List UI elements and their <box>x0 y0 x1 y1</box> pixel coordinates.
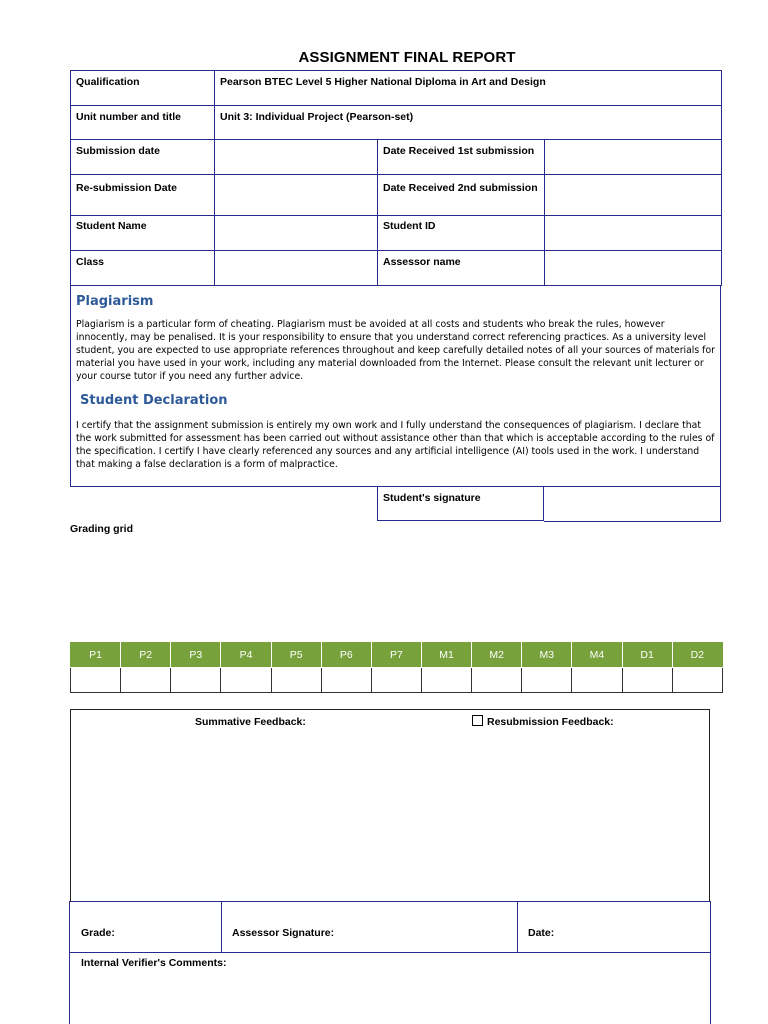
grade-criterion-header: P3 <box>171 643 221 668</box>
date-received-1-label: Date Received 1st submission <box>378 140 545 175</box>
grade-criterion-cell[interactable] <box>271 668 321 693</box>
assessor-name-label: Assessor name <box>378 251 545 286</box>
grade-criterion-cell[interactable] <box>622 668 672 693</box>
assessment-box <box>69 901 711 1024</box>
grade-criterion-cell[interactable] <box>221 668 271 693</box>
grade-criterion-cell[interactable] <box>472 668 522 693</box>
resubmission-date-field[interactable] <box>215 175 378 216</box>
plagiarism-declaration-box <box>70 285 721 486</box>
checkbox-icon[interactable] <box>472 715 483 726</box>
plagiarism-text: Plagiarism is a particular form of cheating. Plagiarism must be avoided at all costs and students who break the rules, however innocently, may be penalised. It is your responsibility to ensure that you understand correct referencing practices. As a university level student, you are expected to use appropriate references throughout and keep carefully detailed notes of all your sources of materials for material you have used in your work, including any material downloaded from the Internet. Please consult the relevant unit lecturer or your course tutor if you need any further advice. <box>76 319 715 382</box>
student-signature-field[interactable] <box>544 486 721 522</box>
grade-criterion-cell[interactable] <box>672 668 722 693</box>
declaration-text: I certify that the assignment submission is entirely my own work and I fully understand the consequences of plagiarism. I declare that the work submitted for assessment has been carried out without assistance other than that which is acceptable according to the rules of the specification. I certify I have clearly referenced any sources and any artificial intelligence (AI) tools used in the work. I understand that making a false declaration is a form of malpractice. <box>76 420 715 470</box>
grade-criterion-header: D1 <box>622 643 672 668</box>
grade-criterion-header: M4 <box>572 643 622 668</box>
grade-criterion-header: P7 <box>371 643 421 668</box>
date-received-2-label: Date Received 2nd submission <box>378 175 545 216</box>
date-label: Date: <box>528 927 555 939</box>
unit-label: Unit number and title <box>71 106 215 140</box>
declaration-heading: Student Declaration <box>80 393 228 408</box>
date-received-1-field[interactable] <box>545 140 722 175</box>
grade-criterion-cell[interactable] <box>421 668 471 693</box>
qualification-label: Qualification <box>71 71 215 106</box>
student-id-label: Student ID <box>378 216 545 251</box>
grade-criterion-header: M2 <box>472 643 522 668</box>
grade-criterion-cell[interactable] <box>71 668 121 693</box>
divider <box>70 952 710 953</box>
grade-criterion-cell[interactable] <box>171 668 221 693</box>
class-label: Class <box>71 251 215 286</box>
info-table <box>70 70 722 286</box>
submission-date-label: Submission date <box>71 140 215 175</box>
student-name-field[interactable] <box>215 216 378 251</box>
submission-date-field[interactable] <box>215 140 378 175</box>
plagiarism-heading: Plagiarism <box>76 294 154 309</box>
student-name-label: Student Name <box>71 216 215 251</box>
grade-criterion-header: M3 <box>522 643 572 668</box>
student-signature-label: Student's signature <box>377 486 544 521</box>
grade-criterion-header: D2 <box>672 643 722 668</box>
divider <box>517 901 518 952</box>
summative-feedback-label: Summative Feedback: <box>195 716 306 728</box>
iv-comments-label: Internal Verifier's Comments: <box>81 957 227 969</box>
grade-criterion-header: P6 <box>321 643 371 668</box>
class-field[interactable] <box>215 251 378 286</box>
date-received-2-field[interactable] <box>545 175 722 216</box>
grade-criterion-cell[interactable] <box>321 668 371 693</box>
grade-criterion-header: P4 <box>221 643 271 668</box>
divider <box>70 901 710 902</box>
qualification-value[interactable]: Pearson BTEC Level 5 Higher National Diploma in Art and Design <box>215 71 722 106</box>
grading-grid-label: Grading grid <box>70 523 133 535</box>
grade-label: Grade: <box>81 927 115 939</box>
grade-criterion-header: P2 <box>121 643 171 668</box>
grade-criterion-header: P5 <box>271 643 321 668</box>
grading-grid <box>70 642 723 693</box>
unit-value[interactable]: Unit 3: Individual Project (Pearson-set) <box>215 106 722 140</box>
student-id-field[interactable] <box>545 216 722 251</box>
assessor-signature-label: Assessor Signature: <box>232 927 335 939</box>
resubmission-feedback-option[interactable]: Resubmission Feedback: <box>472 715 614 728</box>
feedback-box[interactable] <box>70 709 710 902</box>
grade-criterion-cell[interactable] <box>371 668 421 693</box>
page-title: ASSIGNMENT FINAL REPORT <box>298 49 516 66</box>
resubmission-date-label: Re-submission Date <box>71 175 215 216</box>
grade-criterion-header: M1 <box>421 643 471 668</box>
assessor-name-field[interactable] <box>545 251 722 286</box>
grade-criterion-cell[interactable] <box>572 668 622 693</box>
grade-criterion-cell[interactable] <box>522 668 572 693</box>
divider <box>221 901 222 952</box>
grade-criterion-header: P1 <box>71 643 121 668</box>
grade-criterion-cell[interactable] <box>121 668 171 693</box>
